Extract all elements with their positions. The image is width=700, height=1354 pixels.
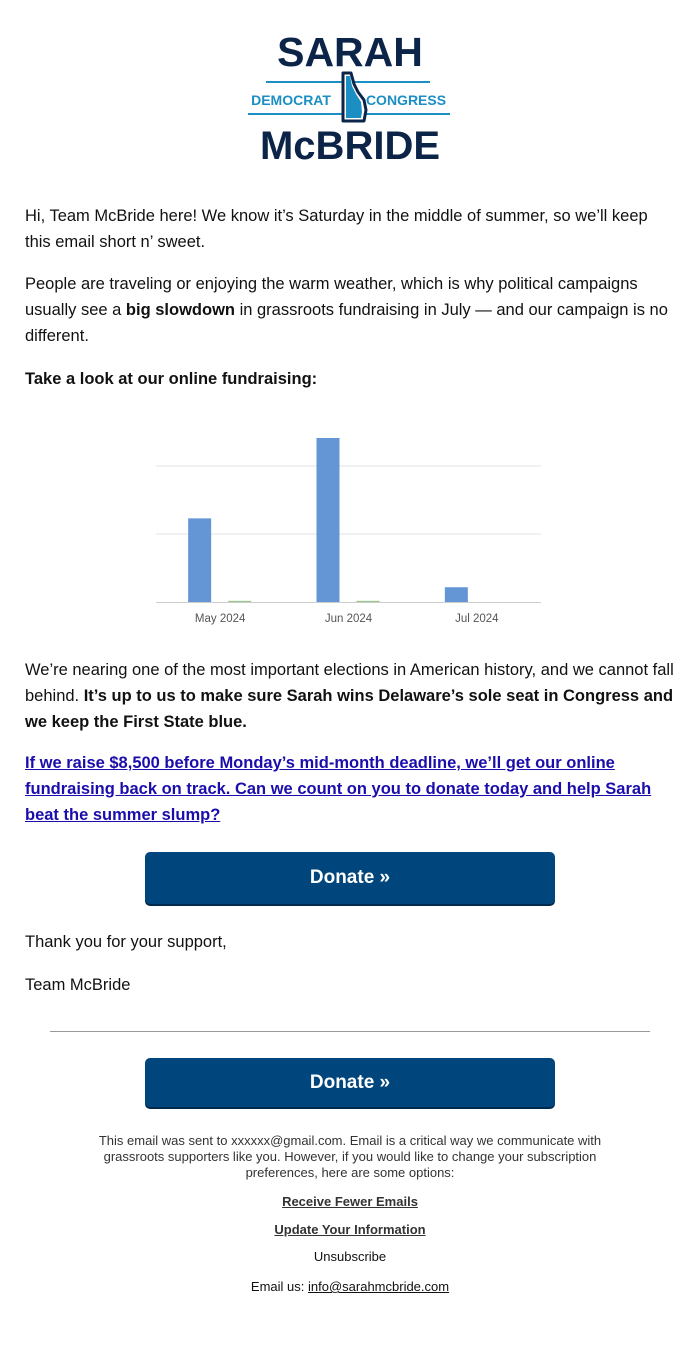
email-us-label: Email us:	[250, 1279, 305, 1294]
receive-fewer-emails-link[interactable]: Receive Fewer Emails	[282, 1194, 418, 1209]
logo-bottom-text: McBRIDE	[259, 124, 441, 166]
logo-graphic	[240, 26, 460, 166]
contact-email-link[interactable]: info@sarahmcbride.com	[308, 1279, 450, 1294]
campaign-logo	[240, 26, 460, 166]
footer-email-row	[75, 1279, 625, 1295]
chart-heading: Take a look at our online fundraising:	[25, 370, 318, 388]
election-paragraph	[25, 657, 675, 735]
cta-paragraph	[25, 750, 675, 828]
logo-left-tag: DEMOCRAT	[251, 92, 331, 108]
slowdown-emphasis: big slowdown	[125, 301, 235, 319]
election-text: We’re nearing one of the most important elections in American history, and we cannot fall behind.	[25, 661, 674, 705]
fundraising-chart-svg	[140, 418, 560, 633]
chart-bar-may-2024-series-1	[188, 518, 211, 602]
intro-paragraph: Hi, Team McBride here! We know it’s Saturday in the middle of summer, so we’ll keep this email short n’ sweet.	[25, 207, 648, 251]
footer-fewer-emails-row	[75, 1194, 625, 1210]
election-emphasis: It’s up to us to make sure Sarah wins Delaware’s sole seat in Congress and we keep the First State blue.	[25, 687, 674, 731]
slowdown-text-1: People are traveling or enjoying the warm weather, which is why political campaigns usually see a	[25, 275, 638, 319]
chart-x-tick-label: Jul 2024	[455, 613, 499, 625]
slowdown-paragraph	[25, 271, 675, 349]
slowdown-text-2: in grassroots fundraising in July — and our campaign is no different.	[25, 301, 668, 345]
chart-bar-jul-2024-series-1	[445, 587, 468, 602]
cta-donate-link[interactable]: If we raise $8,500 before Monday’s mid-month deadline, we’ll get our online fundraising back on track. Can we count on you to donate today and help Sarah beat the summer slump?	[25, 754, 652, 824]
footer-notice: This email was sent to xxxxxx@gmail.com. Email is a critical way we communicate with grassroots supporters like you. However, if you would like to change your subscription preferences, here are some options:	[98, 1133, 602, 1180]
donate-button-footer[interactable]: Donate »	[145, 1058, 555, 1107]
fundraising-chart	[140, 418, 560, 633]
signature-line: Team McBride	[25, 976, 131, 994]
logo-right-tag: CONGRESS	[365, 92, 447, 108]
chart-x-tick-label: Jun 2024	[324, 613, 373, 625]
donate-button-primary[interactable]: Donate »	[145, 852, 555, 904]
unsubscribe-link[interactable]: Unsubscribe	[313, 1249, 387, 1264]
footer-update-info-row	[75, 1222, 625, 1238]
section-divider	[50, 1031, 650, 1032]
chart-bar-jun-2024-series-1	[317, 438, 340, 602]
thanks-line: Thank you for your support,	[25, 933, 227, 951]
update-information-link[interactable]: Update Your Information	[274, 1222, 426, 1237]
chart-bar-may-2024-series-2	[228, 601, 251, 602]
chart-x-tick-label: May 2024	[194, 613, 246, 625]
chart-bar-jun-2024-series-2	[357, 601, 380, 602]
logo-top-text: SARAH	[277, 29, 423, 75]
